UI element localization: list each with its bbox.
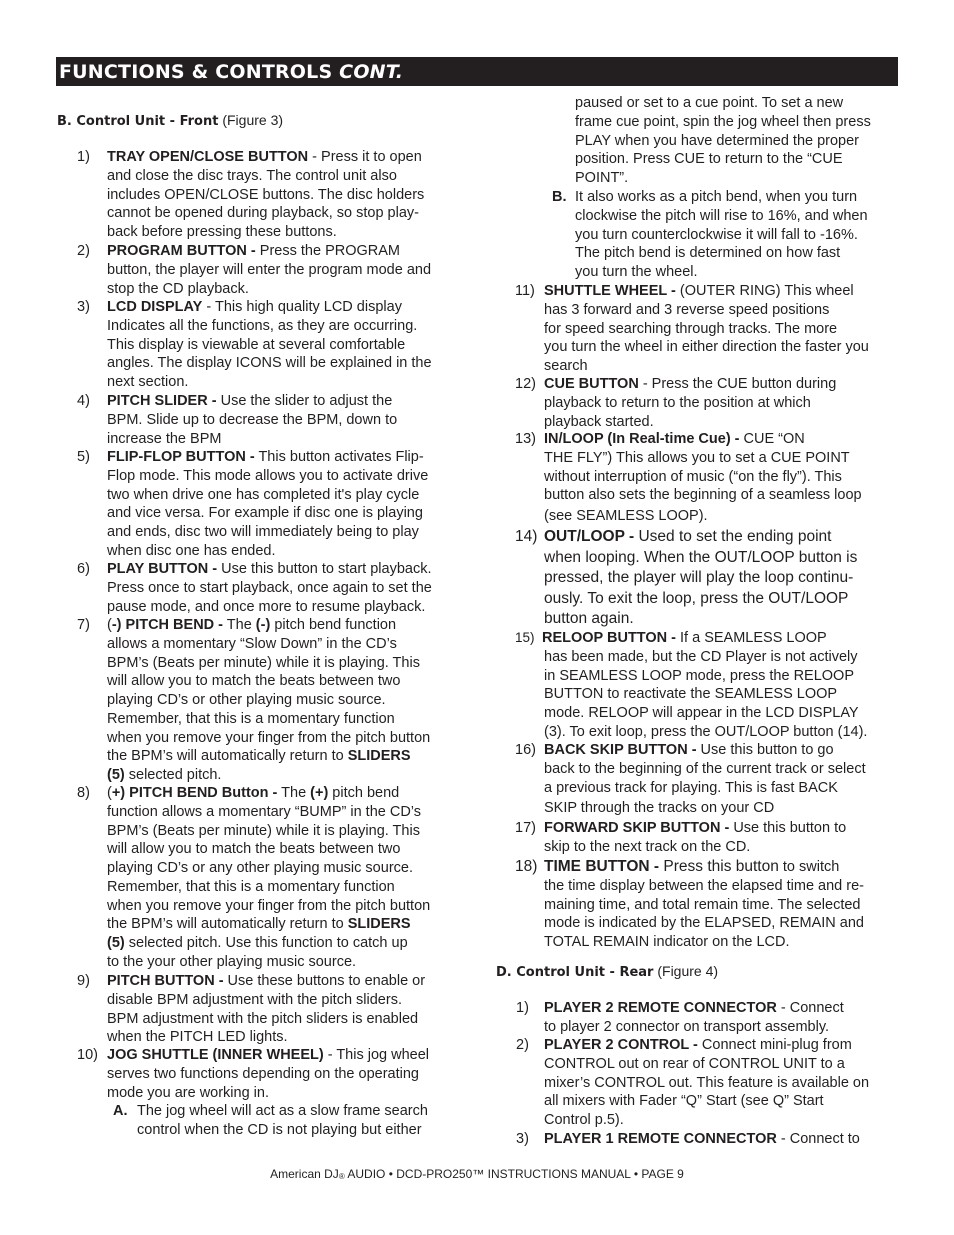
item-label: PITCH SLIDER - [107,393,217,409]
item-number: 2) [77,243,90,259]
item-number: 4) [77,393,90,409]
item-text: Press once to start playback, once again to set the [107,579,432,596]
item-number: 18) [515,858,538,875]
item-text: serves two functions depending on the operating [107,1065,419,1082]
title-main: FUNCTIONS & CONTROLS [59,61,340,83]
item-text: without interruption of music (“on the fly”). This [544,468,842,485]
item-text: playing CD’s or other playing music source. [107,692,386,708]
item-text: increase the BPM [107,430,222,447]
item-text: and vice versa. For example if disc one is playing [107,505,423,522]
item-text: SLIDERS [347,748,411,765]
item-text: SKIP through the tracks on your CD [544,800,775,817]
item-text: paused or set to a cue point. To set a new [575,95,844,111]
item-text: frame cue point, spin the jog wheel then press [575,113,871,130]
item-number: 6) [77,561,90,577]
item-label: FLIP-FLOP BUTTON - [107,449,255,465]
item-number: 14) [515,528,538,545]
item-text: selected pitch. Use this function to catch up [124,935,408,951]
item-text: If a SEAMLESS LOOP [676,630,827,646]
item-text: ( [107,617,112,633]
item-text: disable BPM adjustment with the pitch sliders. [107,991,402,1008]
item-number: B. [552,189,567,205]
item-text: you turn counterclockwise it will fall to -16%. [575,226,858,243]
item-text: mode. RELOOP will appear in the LCD DISPLAY [544,705,859,721]
item-text: BPM’s (Beats per minute) while it is playing. This [107,822,420,839]
item-text: angles. The display ICONS will be explained in the [107,355,432,372]
item-number: 3) [516,1131,529,1147]
item-text: - This jog wheel [323,1047,430,1063]
item-label: PLAYER 2 REMOTE CONNECTOR [544,1000,777,1016]
item-text: Use this button to go [696,742,834,758]
item-text: for speed searching through tracks. The more [544,320,838,337]
title-cont: CONT. [339,61,404,83]
item-text: when you remove your finger from the pitch button [107,897,431,914]
item-text: BPM’s (Beats per minute) while it is playing. This [107,654,420,671]
item-text: pressed, the player will play the loop continu- [544,569,854,586]
item-text: back to the beginning of the current track or select [544,760,866,777]
item-text: pitch bend [328,785,400,801]
item-label: PITCH BUTTON - [107,973,224,989]
item-number: 8) [77,785,90,801]
item-text: maining time, and total remain time. The selected [544,896,861,913]
item-label: PLAYER 1 REMOTE CONNECTOR [544,1131,777,1147]
item-label: +) PITCH BEND Button - [111,785,278,801]
item-text: when disc one has ended. [107,542,276,559]
footer-registered-mark: ® [338,1172,345,1181]
item-text: when the PITCH LED lights. [107,1029,288,1046]
item-number: 3) [77,299,90,315]
item-text: BUTTON to reactivate the SEAMLESS LOOP [544,686,838,703]
item-label: TRAY OPEN/CLOSE BUTTON [107,149,309,165]
item-text: (3). To exit loop, press the OUT/LOOP button (14). [544,723,868,740]
item-text: skip to the next track on the CD. [544,838,751,855]
item-text: the BPM’s will automatically return to [107,748,348,765]
item-text: playback to return to the position at which [544,394,811,411]
item-text: to switch [778,859,840,875]
footer-text: AUDIO • DCD-PRO250™ INSTRUCTIONS MANUAL • PAGE 9 [344,1167,684,1181]
item-text: Remember, that this is a momentary function [107,710,395,727]
item-text: POINT”. [575,170,629,186]
item-label: TIME BUTTON - [544,858,660,875]
item-text: cannot be opened during playback, so stop play- [107,205,419,222]
item-text: playback started. [544,413,654,430]
item-text: button again. [544,610,634,627]
item-text: has 3 forward and 3 reverse speed positions [544,301,830,318]
item-text: Indicates all the functions, as they are occurring. [107,317,418,334]
item-text: includes OPEN/CLOSE buttons. The disc holders [107,186,425,203]
item-number: 7) [77,617,90,633]
item-text: a previous track for playing. This is fast BACK [544,779,838,796]
item-text: (5) [107,935,125,951]
item-text: - Connect to [776,1131,860,1147]
item-text: next section. [107,374,189,390]
item-text: will allow you to match the beats between two [107,673,401,690]
item-text: stop the CD playback. [107,280,249,297]
item-number: 13) [515,431,536,447]
item-number: 9) [77,973,90,989]
item-text: playing CD’s or any other playing music source. [107,860,413,876]
item-text: pause mode, and once more to resume playback. [107,598,426,615]
item-text: all mixers with Fader “Q” Start (see Q” Start [544,1093,824,1110]
item-text: - This high quality LCD display [202,299,402,315]
item-label: RELOOP BUTTON - [542,630,676,646]
item-text: the BPM’s will automatically return to [107,916,348,933]
item-text: and ends, disc two will immediately being to play [107,524,419,540]
item-text: CUE “ON [739,431,805,447]
section-b-title: B. Control Unit - Front [57,114,219,129]
item-text: to the your other playing music source. [107,953,357,970]
item-text: allows a momentary “Slow Down” in the CD’s [107,635,397,652]
item-text: Flop mode. This mode allows you to activate drive [107,467,429,484]
item-text: PLAY when you have determined the proper [575,132,860,149]
item-text: The pitch bend is determined on how fast [575,245,841,262]
item-text: when you remove your finger from the pitch button [107,729,431,746]
section-d-heading [496,963,718,980]
page-title [59,57,403,87]
item-text: pitch bend function [270,617,397,633]
section-d-figure: (Figure 4) [657,963,719,979]
item-text: has been made, but the CD Player is not actively [544,648,858,665]
item-number: 17) [515,820,536,836]
footer-brand: American DJ [270,1167,339,1181]
item-text: Control p.5). [544,1112,624,1128]
item-text: Used to set the ending point [634,528,832,545]
item-text: clockwise the pitch will rise to 16%, and when [575,207,868,224]
item-text: (+) [310,785,329,801]
item-label: OUT/LOOP - [544,528,635,545]
item-number: 2) [516,1037,529,1053]
item-text: function allows a momentary “BUMP” in the CD’s [107,803,422,820]
item-text: (OUTER RING) This wheel [675,283,854,299]
item-label: -) PITCH BEND - [111,617,224,633]
item-text: (5) [107,767,125,783]
item-text: and close the disc trays. The control unit also [107,167,397,184]
item-text: Press the PROGRAM [255,243,400,259]
item-text: search [544,358,588,374]
item-number: A. [113,1103,128,1119]
item-number: 15) [515,630,535,645]
item-text: you turn the wheel in either direction the faster you [544,339,869,356]
item-text: SLIDERS [347,916,411,933]
item-number: 5) [77,449,90,465]
item-label: PLAYER 2 CONTROL - [544,1037,698,1053]
item-text: The [223,617,256,633]
item-text: ously. To exit the loop, press the OUT/LOOP [544,589,849,607]
item-label: PROGRAM BUTTON - [107,243,256,259]
item-label: FORWARD SKIP BUTTON - [544,820,730,836]
item-text: mode is indicated by the ELAPSED, REMAIN and [544,915,864,932]
item-number: 12) [515,376,536,392]
item-text: mode you are working in. [107,1084,269,1101]
item-label: JOG SHUTTLE (INNER WHEEL) [107,1047,324,1063]
item-text: ( [107,785,112,801]
item-text: two when drive one has completed it's play cycle [107,486,420,503]
item-label: LCD DISPLAY [107,299,203,315]
item-label: SHUTTLE WHEEL - [544,283,676,299]
item-text: the time display between the elapsed time and re- [544,877,864,894]
item-text: back before pressing these buttons. [107,224,337,240]
item-text: Remember, that this is a momentary function [107,878,395,895]
item-text: The [277,785,311,801]
item-text: button also sets the beginning of a seamless loop [544,487,862,504]
item-text: Use this button to [729,820,847,836]
item-text: (see SEAMLESS LOOP). [544,508,708,524]
item-text: when looping. When the OUT/LOOP button is [544,548,858,566]
item-number: 1) [516,1000,529,1016]
item-label: IN/LOOP (In Real-time Cue) - [544,431,740,447]
item-text: - Connect [776,1000,844,1016]
item-text: control when the CD is not playing but either [137,1121,422,1138]
section-d-title: D. Control Unit - Rear [496,965,654,980]
section-b-figure: (Figure 3) [222,112,284,128]
item-text: Use the slider to adjust the [216,393,393,409]
item-text: mixer’s CONTROL out. This feature is available on [544,1074,870,1091]
item-number: 16) [515,742,536,758]
item-text: (-) [255,617,271,633]
item-text: BPM. Slide up to decrease the BPM, down to [107,411,398,428]
item-label: PLAY BUTTON - [107,561,218,577]
page-footer [0,1167,954,1181]
item-text: THE FLY”) This allows you to set a CUE POINT [544,449,850,466]
item-number: 10) [77,1047,98,1063]
item-text: BPM adjustment with the pitch sliders is enabled [107,1010,419,1027]
item-text: It also works as a pitch bend, when you turn [575,189,858,205]
item-text: This display is viewable at several comfortable [107,336,406,353]
item-text: in SEAMLESS LOOP mode, press the RELOOP [544,667,855,684]
item-number: 1) [77,149,90,165]
item-text: Connect mini-plug from [697,1037,852,1053]
item-text: TOTAL REMAIN indicator on the LCD. [544,934,790,950]
item-text: Use these buttons to enable or [223,973,426,989]
item-text: button, the player will enter the program mode and [107,261,432,278]
item-text: will allow you to match the beats between two [107,841,401,858]
section-b-heading [57,112,283,129]
item-text: you turn the wheel. [575,264,698,280]
item-text: selected pitch. [124,767,222,783]
item-text: Use this button to start playback. [217,561,432,577]
item-text: CONTROL out on rear of CONTROL UNIT to a [544,1055,845,1072]
item-text: - Press the CUE button during [638,376,837,392]
section-header-bar [56,57,898,86]
item-text: Press this button [659,858,779,875]
sub-item-jog-a-continued [575,94,871,188]
item-label: CUE BUTTON [544,376,639,392]
item-text: - Press it to open [308,149,422,165]
item-text: The jog wheel will act as a slow frame search [137,1103,428,1119]
item-number: 11) [515,283,535,299]
item-label: BACK SKIP BUTTON - [544,742,697,758]
item-text: to player 2 connector on transport assembly. [544,1018,830,1035]
item-text: position. Press CUE to return to the “CUE [575,151,843,168]
item-text: This button activates Flip- [254,449,424,465]
